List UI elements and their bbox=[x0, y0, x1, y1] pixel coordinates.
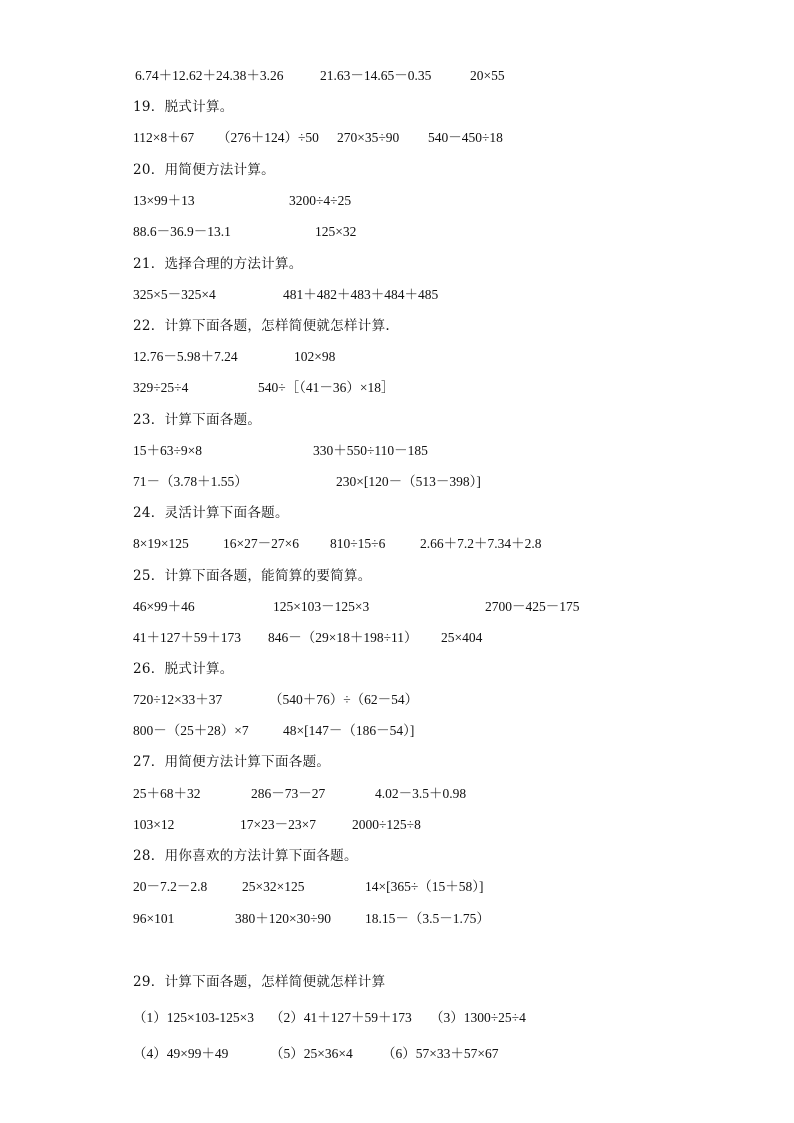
math-expression: 8×19×125 bbox=[133, 536, 189, 551]
math-expression: 481＋482＋483＋484＋485 bbox=[283, 287, 439, 302]
problem-heading: 28．用你喜欢的方法计算下面各题。 bbox=[133, 848, 358, 864]
math-expression: 48×[147－（186－54）] bbox=[283, 723, 415, 738]
math-expression: （5）25×36×4 bbox=[270, 1046, 353, 1061]
math-expression: 540－450÷18 bbox=[428, 130, 503, 145]
math-expression: 112×8＋67 bbox=[133, 130, 195, 145]
math-expression: 286－73－27 bbox=[251, 786, 326, 801]
problem-heading: 19．脱式计算。 bbox=[133, 99, 234, 115]
math-expression: 6.74＋12.62＋24.38＋3.26 bbox=[135, 68, 284, 83]
math-expression: 103×12 bbox=[133, 817, 175, 832]
math-expression: 25×32×125 bbox=[242, 879, 305, 894]
math-expression: 325×5－325×4 bbox=[133, 287, 216, 302]
math-expression: 270×35÷90 bbox=[337, 130, 400, 145]
math-expression: 71－（3.78＋1.55） bbox=[133, 474, 248, 489]
math-expression: 3200÷4÷25 bbox=[289, 193, 352, 208]
math-expression: （276＋124）÷50 bbox=[217, 130, 319, 145]
math-expression: 102×98 bbox=[294, 349, 336, 364]
math-expression: 2.66＋7.2＋7.34＋2.8 bbox=[420, 536, 542, 551]
problem-heading: 22．计算下面各题，怎样简便就怎样计算. bbox=[133, 318, 390, 334]
math-expression: 46×99＋46 bbox=[133, 599, 195, 614]
math-expression: 125×103－125×3 bbox=[273, 599, 370, 614]
math-expression: （4）49×99＋49 bbox=[133, 1046, 229, 1061]
math-expression: 810÷15÷6 bbox=[330, 536, 386, 551]
math-expression: 14×[365÷（15＋58）] bbox=[365, 879, 484, 894]
math-expression: （6）57×33＋57×67 bbox=[382, 1046, 499, 1061]
math-expression: 15＋63÷9×8 bbox=[133, 443, 203, 458]
math-expression: 540÷［（41－36）×18］ bbox=[258, 380, 395, 395]
problem-heading: 23．计算下面各题。 bbox=[133, 412, 262, 428]
math-expression: 2000÷125÷8 bbox=[352, 817, 421, 832]
math-expression: （1）125×103-125×3 bbox=[133, 1010, 254, 1025]
math-expression: 720÷12×33＋37 bbox=[133, 692, 223, 707]
math-expression: 230×[120－（513－398）] bbox=[336, 474, 481, 489]
math-expression: 329÷25÷4 bbox=[133, 380, 189, 395]
math-expression: 380＋120×30÷90 bbox=[235, 911, 332, 926]
math-expression: 4.02－3.5＋0.98 bbox=[375, 786, 467, 801]
math-expression: （2）41＋127＋59＋173 bbox=[270, 1010, 412, 1025]
math-expression: 41＋127＋59＋173 bbox=[133, 630, 241, 645]
math-expression: 846－（29×18＋198÷11） bbox=[268, 630, 418, 645]
math-expression: 13×99＋13 bbox=[133, 193, 195, 208]
math-expression: 125×32 bbox=[315, 224, 357, 239]
math-expression: 800－（25＋28）×7 bbox=[133, 723, 249, 738]
math-expression: （540＋76）÷（62－54） bbox=[269, 692, 419, 707]
math-expression: 21.63－14.65－0.35 bbox=[320, 68, 432, 83]
problem-heading: 29．计算下面各题，怎样简便就怎样计算 bbox=[133, 974, 386, 990]
problem-heading: 21．选择合理的方法计算。 bbox=[133, 256, 303, 272]
problem-heading: 24．灵活计算下面各题。 bbox=[133, 505, 289, 521]
math-expression: 2700－425－175 bbox=[485, 599, 580, 614]
math-expression: 25×404 bbox=[441, 630, 483, 645]
math-expression: 20－7.2－2.8 bbox=[133, 879, 208, 894]
problem-heading: 26．脱式计算。 bbox=[133, 661, 234, 677]
math-expression: 330＋550÷110－185 bbox=[313, 443, 428, 458]
problem-heading: 27．用简便方法计算下面各题。 bbox=[133, 754, 331, 770]
math-expression: 96×101 bbox=[133, 911, 175, 926]
math-expression: 25＋68＋32 bbox=[133, 786, 201, 801]
math-expression: 12.76－5.98＋7.24 bbox=[133, 349, 238, 364]
problem-heading: 20．用简便方法计算。 bbox=[133, 162, 275, 178]
math-expression: 20×55 bbox=[470, 68, 505, 83]
math-expression: 18.15－（3.5－1.75） bbox=[365, 911, 490, 926]
math-expression: 16×27－27×6 bbox=[223, 536, 299, 551]
math-expression: 88.6－36.9－13.1 bbox=[133, 224, 231, 239]
problem-heading: 25．计算下面各题，能简算的要简算。 bbox=[133, 568, 372, 584]
math-expression: （3）1300÷25÷4 bbox=[430, 1010, 526, 1025]
math-expression: 17×23－23×7 bbox=[240, 817, 316, 832]
